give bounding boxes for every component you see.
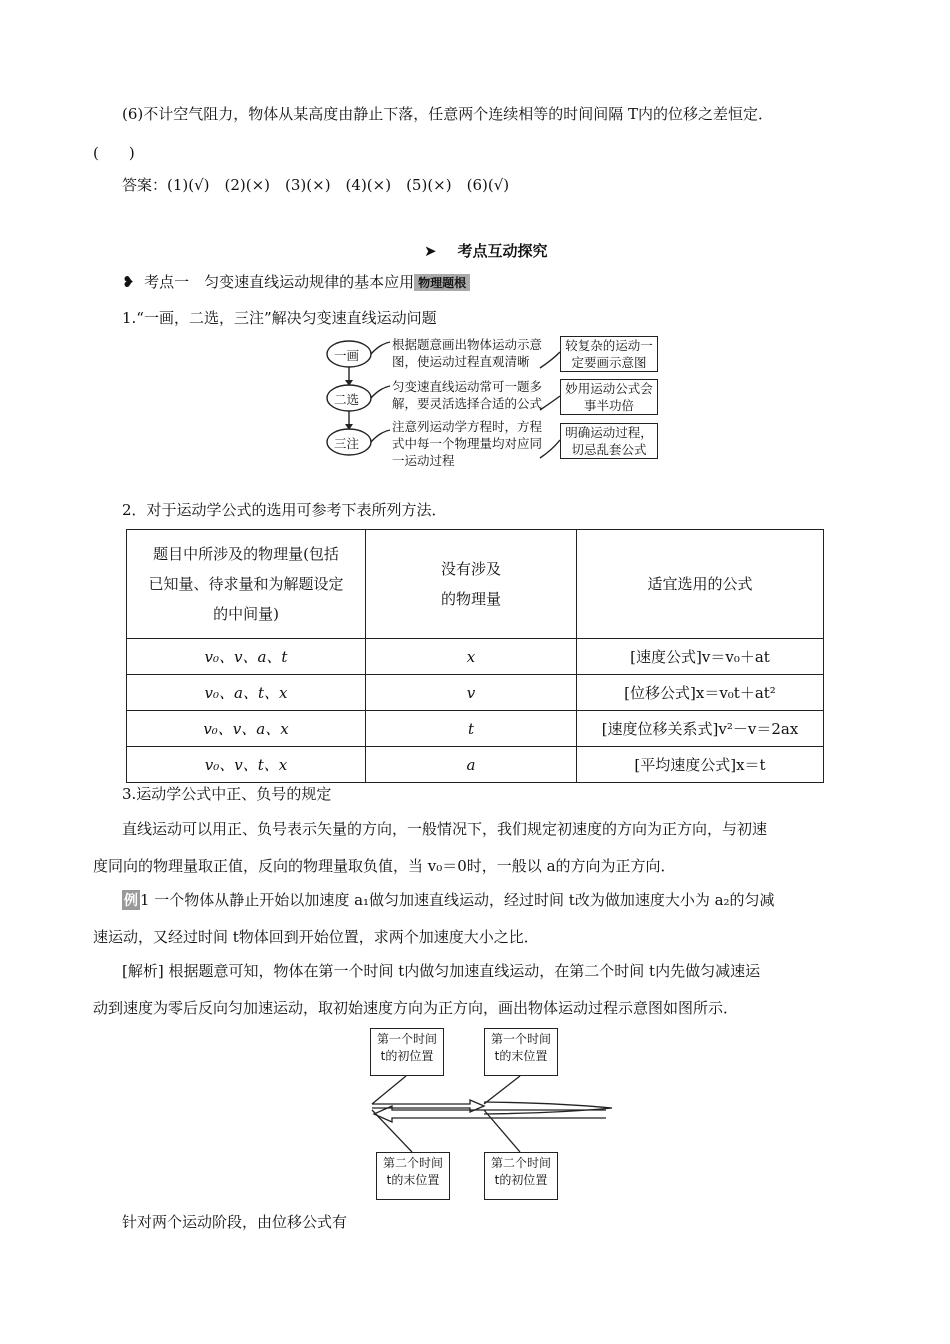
kaodian-label: 考点一 匀变速直线运动规律的基本应用 <box>144 273 415 291</box>
label-first-interval-end: 第一个时间 t的末位置 <box>484 1028 558 1076</box>
label-second-interval-end: 第二个时间 t的末位置 <box>376 1152 450 1200</box>
analysis-line-2: 动到速度为零后反向匀加速运动，取初始速度方向为正方向，画出物体运动过程示意图如图所示． <box>93 999 739 1017</box>
example-line-1: 例 1 一个物体从静止开始以加速度 a₁做匀加速直线运动，经过时间 t改为做加速度大小为 a₂的匀减 <box>124 891 775 909</box>
item-3: 3.运动学公式中正、负号的规定 <box>122 785 332 803</box>
table-header-quantities: 题目中所涉及的物理量(包括 已知量、待求量和为解题设定 的中间量) <box>127 530 366 639</box>
item-1: 1.“一画，二选，三注”解决匀变速直线运动问题 <box>122 309 437 327</box>
example-mark: 例 <box>122 890 140 910</box>
example-line-2: 速运动，又经过时间 t物体回到开始位置，求两个加速度大小之比． <box>93 928 539 946</box>
table-header-formula: 适宜选用的公式 <box>577 530 824 639</box>
arrow-bullet-icon: ➤ <box>424 242 437 260</box>
label-first-interval-start: 第一个时间 t的初位置 <box>370 1028 444 1076</box>
flow-step-2-text: 匀变速直线运动常可一题多 解，要灵活选择合适的公式 <box>392 379 543 411</box>
table-row: v₀、v、a、x t [速度位移关系式]v²－v＝2ax <box>127 711 824 747</box>
flow-note-3: 明确运动过程， 切忌乱套公式 <box>560 423 658 459</box>
item-2: 2．对于运动学公式的选用可参考下表所列方法． <box>122 501 447 519</box>
flow-oval-2: 二选 <box>334 392 360 407</box>
paragraph-1-line-2: 度同向的物理量取正值，反向的物理量取负值，当 v₀＝0时，一般以 a的方向为正方向． <box>93 857 676 875</box>
question-6: (6)不计空气阻力，物体从某高度由静止下落，任意两个连续相等的时间间隔 T内的位移之差恒定． <box>122 105 774 123</box>
flow-oval-1: 一画 <box>334 348 360 363</box>
table-row: v₀、v、t、x a [平均速度公式]x＝t <box>127 747 824 783</box>
paragraph-1-line-1: 直线运动可以用正、负号表示矢量的方向，一般情况下，我们规定初速度的方向为正方向，与初速 <box>122 820 768 838</box>
flow-note-1: 较复杂的运动一 定要画示意图 <box>560 336 658 372</box>
table-row: v₀、v、a、t x [速度公式]v＝v₀＋at <box>127 639 824 675</box>
table-header-missing: 没有涉及 的物理量 <box>366 530 577 639</box>
kaodian-tag: 物理题根 <box>414 274 470 291</box>
answers-line: 答案：(1)(√) (2)(×) (3)(×) (4)(×) (5)(×) (6)(√) <box>122 176 510 194</box>
label-second-interval-start: 第二个时间 t的初位置 <box>484 1152 558 1200</box>
circle-bullet-icon: ❥ <box>122 273 135 291</box>
section-title: ➤ 考点互动探究 <box>424 242 548 260</box>
analysis-line-1: [解析] 根据题意可知，物体在第一个时间 t内做匀加速直线运动，在第二个时间 t内先做匀减速运 <box>122 962 761 980</box>
table-row: v₀、a、t、x v [位移公式]x＝v₀t＋at² <box>127 675 824 711</box>
last-line: 针对两个运动阶段，由位移公式有 <box>122 1213 348 1231</box>
flow-note-2: 妙用运动公式会 事半功倍 <box>560 379 658 415</box>
answer-paren: ( ) <box>93 144 135 162</box>
flow-oval-3: 三注 <box>334 436 360 451</box>
flow-step-1-text: 根据题意画出物体运动示意 图，使运动过程直观清晰 <box>392 337 543 369</box>
flow-step-3-text: 注意列运动学方程时，方程 式中每一个物理量均对应同 一运动过程 <box>392 419 543 468</box>
